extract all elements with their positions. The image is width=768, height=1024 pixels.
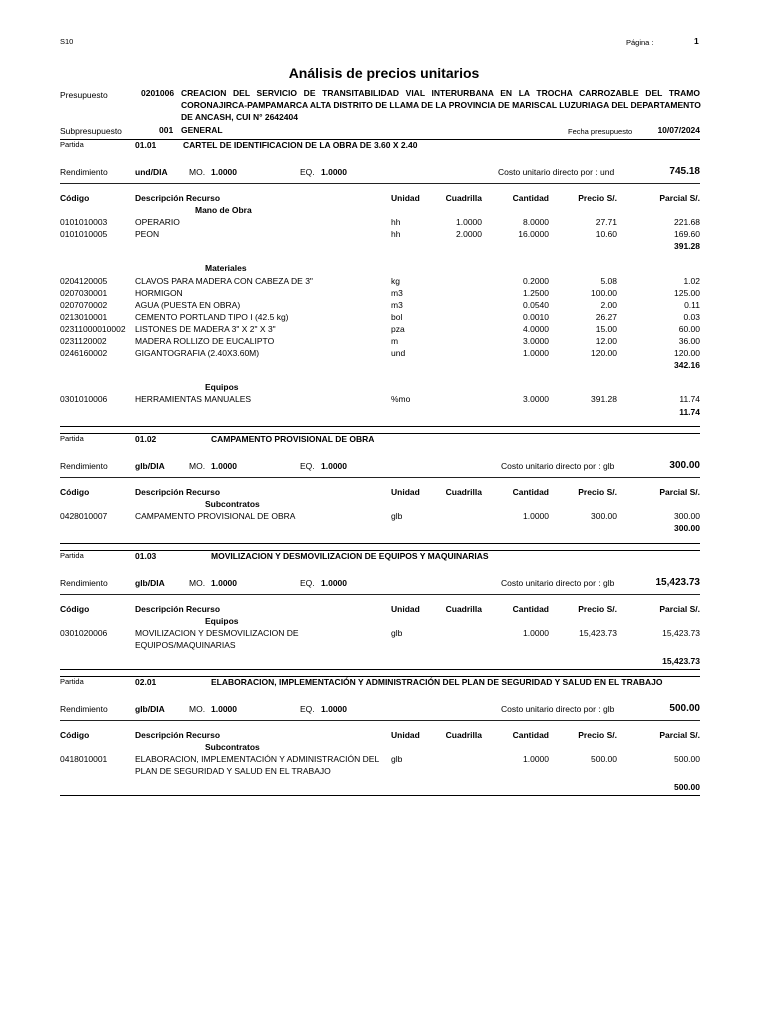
item-codigo: 0207070002 xyxy=(60,299,108,310)
item-precio: 26.27 xyxy=(595,311,617,322)
group-subtotal: 11.74 xyxy=(679,406,700,417)
item-precio: 300.00 xyxy=(591,511,617,522)
item-unidad: hh xyxy=(391,217,401,228)
item-cuadrilla: 1.0000 xyxy=(456,217,482,228)
item-descripcion: AGUA (PUESTA EN OBRA) xyxy=(135,299,241,310)
costo-value: 15,423.73 xyxy=(655,577,700,588)
group-heading: Subcontratos xyxy=(205,742,260,752)
item-descripcion: CEMENTO PORTLAND TIPO I (42.5 kg) xyxy=(135,311,289,322)
item-cuadrilla: 2.0000 xyxy=(456,229,482,240)
group-subtotal: 500.00 xyxy=(674,782,700,793)
col-codigo: Código xyxy=(60,730,90,740)
rendimiento-unit: glb/DIA xyxy=(135,461,165,471)
presupuesto-line-3: DE ANCASH, CUI N° 2642404 xyxy=(181,112,298,122)
col-unidad: Unidad xyxy=(391,604,420,614)
group-subtotal: 15,423.73 xyxy=(662,656,700,667)
item-parcial: 300.00 xyxy=(674,511,700,522)
item-precio: 10.60 xyxy=(595,229,617,240)
costo-label: Costo unitario directo por : und xyxy=(498,167,615,177)
group-heading: Mano de Obra xyxy=(195,205,252,215)
mo-label: MO. xyxy=(189,578,206,588)
presupuesto-line-1: CREACION DEL SERVICIO DE TRANSITABILIDAD VIAL INTERURBANA EN LA TROCHA CARROZABLE DEL TRAMO xyxy=(181,88,700,98)
item-cantidad: 16.0000 xyxy=(518,229,549,240)
partida-code: 02.01 xyxy=(135,677,157,687)
col-parcial: Parcial S/. xyxy=(659,604,700,614)
item-parcial: 221.68 xyxy=(674,217,700,228)
costo-value: 745.18 xyxy=(669,166,700,177)
col-cuadrilla: Cuadrilla xyxy=(445,487,482,497)
col-codigo: Código xyxy=(60,193,90,203)
col-cantidad: Cantidad xyxy=(512,604,549,614)
item-unidad: m3 xyxy=(391,299,403,310)
group-heading: Equipos xyxy=(205,616,239,626)
eq-value: 1.0000 xyxy=(321,704,347,714)
partida-code: 01.01 xyxy=(135,140,157,150)
rendimiento-label: Rendimiento xyxy=(60,578,108,588)
item-precio: 15,423.73 xyxy=(579,628,617,639)
group-subtotal: 300.00 xyxy=(674,523,700,534)
item-parcial: 120.00 xyxy=(674,348,700,359)
item-descripcion: PEON xyxy=(135,229,160,240)
item-precio: 391.28 xyxy=(591,394,617,405)
page-title: Análisis de precios unitarios xyxy=(288,65,480,81)
costo-label: Costo unitario directo por : glb xyxy=(501,704,615,714)
page-number: 1 xyxy=(694,36,699,46)
item-parcial: 0.03 xyxy=(683,311,700,322)
item-precio: 100.00 xyxy=(591,287,617,298)
page-label: Página : xyxy=(626,38,654,47)
mo-value: 1.0000 xyxy=(211,461,237,471)
partida-code: 01.03 xyxy=(135,551,157,561)
mo-value: 1.0000 xyxy=(211,578,237,588)
eq-label: EQ. xyxy=(300,167,315,177)
item-cantidad: 3.0000 xyxy=(523,394,549,405)
item-descripcion-cont: EQUIPOS/MAQUINARIAS xyxy=(135,640,236,651)
mo-label: MO. xyxy=(189,704,206,714)
item-unidad: glb xyxy=(391,754,403,765)
item-cantidad: 1.0000 xyxy=(523,628,549,639)
item-descripcion: GIGANTOGRAFIA (2.40X3.60M) xyxy=(135,348,260,359)
item-parcial: 1.02 xyxy=(683,275,700,286)
mo-value: 1.0000 xyxy=(211,704,237,714)
item-cantidad: 8.0000 xyxy=(523,217,549,228)
item-precio: 120.00 xyxy=(591,348,617,359)
group-heading: Subcontratos xyxy=(205,499,260,509)
eq-value: 1.0000 xyxy=(321,461,347,471)
item-unidad: und xyxy=(391,348,406,359)
col-parcial: Parcial S/. xyxy=(659,193,700,203)
divider xyxy=(60,477,700,478)
item-codigo: 0418010001 xyxy=(60,754,108,765)
col-descripcion: Descripción Recurso xyxy=(135,487,221,497)
item-parcial: 500.00 xyxy=(674,754,700,765)
divider xyxy=(60,183,700,184)
eq-value: 1.0000 xyxy=(321,167,347,177)
item-parcial: 0.11 xyxy=(684,299,700,310)
subpresupuesto-label: Subpresupuesto xyxy=(60,126,122,136)
report-code: S10 xyxy=(60,37,74,46)
eq-label: EQ. xyxy=(300,704,315,714)
item-cantidad: 1.0000 xyxy=(523,511,549,522)
item-codigo: 0231120002 xyxy=(60,336,107,346)
group-heading: Materiales xyxy=(205,263,247,274)
item-descripcion: MADERA ROLLIZO DE EUCALIPTO xyxy=(135,336,275,346)
item-parcial: 15,423.73 xyxy=(662,628,700,639)
item-codigo: 0301010006 xyxy=(60,394,108,405)
item-codigo: 0204120005 xyxy=(60,275,108,286)
item-descripcion: MOVILIZACION Y DESMOVILIZACION DE xyxy=(135,628,299,639)
col-codigo: Código xyxy=(60,487,90,497)
item-unidad: pza xyxy=(391,323,405,334)
partida-name: MOVILIZACION Y DESMOVILIZACION DE EQUIPOS Y MAQUINARIAS xyxy=(211,551,489,561)
item-descripcion: CAMPAMENTO PROVISIONAL DE OBRA xyxy=(135,511,296,522)
item-cantidad: 0.2000 xyxy=(523,275,549,286)
col-precio: Precio S/. xyxy=(578,487,617,497)
item-codigo: 0301020006 xyxy=(60,628,108,639)
item-precio: 27.71 xyxy=(595,217,617,228)
col-descripcion: Descripción Recurso xyxy=(135,730,221,740)
item-unidad: bol xyxy=(391,311,403,322)
item-unidad: m xyxy=(391,336,399,346)
item-descripcion: HORMIGON xyxy=(135,287,183,298)
col-descripcion: Descripción Recurso xyxy=(135,193,221,203)
item-precio: 500.00 xyxy=(591,754,617,765)
costo-value: 300.00 xyxy=(669,460,700,471)
item-descripcion: LISTONES DE MADERA 3" X 2" X 3" xyxy=(135,323,276,334)
group-subtotal: 342.16 xyxy=(674,360,700,371)
item-descripcion: OPERARIO xyxy=(135,217,180,228)
section-rule xyxy=(60,543,700,544)
rendimiento-unit: glb/DIA xyxy=(135,704,165,714)
subpresupuesto-name: GENERAL xyxy=(181,125,223,135)
mo-label: MO. xyxy=(189,167,206,177)
partida-label: Partida xyxy=(60,140,84,149)
item-unidad: hh xyxy=(391,229,401,240)
eq-label: EQ. xyxy=(300,461,315,471)
partida-label: Partida xyxy=(60,551,84,560)
item-cantidad: 4.0000 xyxy=(523,323,549,334)
rendimiento-label: Rendimiento xyxy=(60,704,108,714)
col-precio: Precio S/. xyxy=(578,193,617,203)
col-precio: Precio S/. xyxy=(578,730,617,740)
partida-name: ELABORACION, IMPLEMENTACIÓN Y ADMINISTRACIÓN DEL PLAN DE SEGURIDAD Y SALUD EN EL TRABAJO xyxy=(211,677,663,687)
section-rule xyxy=(60,426,700,427)
item-codigo: 0101010003 xyxy=(60,217,108,228)
item-precio: 5.08 xyxy=(600,275,617,286)
item-precio: 2.00 xyxy=(600,299,617,310)
item-codigo: 0213010001 xyxy=(60,311,108,322)
item-cantidad: 0.0010 xyxy=(523,311,549,322)
item-precio: 15.00 xyxy=(595,323,617,334)
col-cuadrilla: Cuadrilla xyxy=(445,193,482,203)
col-cuadrilla: Cuadrilla xyxy=(445,604,482,614)
item-cantidad: 1.2500 xyxy=(523,287,549,298)
col-codigo: Código xyxy=(60,604,90,614)
item-cantidad: 1.0000 xyxy=(523,348,549,359)
mo-value: 1.0000 xyxy=(211,167,237,177)
item-parcial: 125.00 xyxy=(674,287,700,298)
item-descripcion: HERRAMIENTAS MANUALES xyxy=(135,394,252,405)
costo-value: 500.00 xyxy=(669,703,700,714)
partida-code: 01.02 xyxy=(135,434,157,444)
partida-label: Partida xyxy=(60,434,84,443)
rendimiento-unit: und/DIA xyxy=(135,167,168,177)
item-unidad: kg xyxy=(391,275,400,286)
col-descripcion: Descripción Recurso xyxy=(135,604,221,614)
item-codigo: 02311000010002 xyxy=(60,323,126,334)
item-unidad: m3 xyxy=(391,287,403,298)
item-unidad: %mo xyxy=(391,394,411,405)
presupuesto-line-2: CORONAJIRCA-PAMPAMARCA ALTA DISTRITO DE LLAMA DE LA PROVINCIA DE MARISCAL LUZURIAGA DEL DEPARTAMENTO xyxy=(181,100,701,110)
item-codigo: 0246160002 xyxy=(60,348,108,359)
col-unidad: Unidad xyxy=(391,193,420,203)
divider xyxy=(60,594,700,595)
subpresupuesto-code: 001 xyxy=(159,125,174,135)
item-codigo: 0207030001 xyxy=(60,287,108,298)
item-descripcion: CLAVOS PARA MADERA CON CABEZA DE 3" xyxy=(135,275,313,286)
item-unidad: glb xyxy=(391,511,403,522)
bottom-rule xyxy=(60,795,700,796)
col-cantidad: Cantidad xyxy=(512,487,549,497)
eq-label: EQ. xyxy=(300,578,315,588)
col-parcial: Parcial S/. xyxy=(659,730,700,740)
item-cantidad: 1.0000 xyxy=(523,754,549,765)
item-codigo: 0428010007 xyxy=(60,511,108,522)
item-cantidad: 3.0000 xyxy=(523,336,549,346)
fecha-label: Fecha presupuesto xyxy=(568,127,633,136)
partida-name: CAMPAMENTO PROVISIONAL DE OBRA xyxy=(211,434,375,444)
col-parcial: Parcial S/. xyxy=(659,487,700,497)
item-parcial: 36.00 xyxy=(678,336,700,346)
rendimiento-label: Rendimiento xyxy=(60,461,108,471)
rendimiento-label: Rendimiento xyxy=(60,167,108,177)
group-heading: Equipos xyxy=(205,382,239,393)
col-cuadrilla: Cuadrilla xyxy=(445,730,482,740)
col-precio: Precio S/. xyxy=(578,604,617,614)
group-subtotal: 391.28 xyxy=(674,241,700,252)
fecha-value: 10/07/2024 xyxy=(657,125,700,135)
item-descripcion-cont: PLAN DE SEGURIDAD Y SALUD EN EL TRABAJO xyxy=(135,766,331,777)
item-unidad: glb xyxy=(391,628,403,639)
item-descripcion: ELABORACION, IMPLEMENTACIÓN Y ADMINISTRACIÓN DEL xyxy=(135,754,380,765)
col-cantidad: Cantidad xyxy=(512,193,549,203)
item-precio: 12.00 xyxy=(595,336,617,346)
item-parcial: 60.00 xyxy=(678,323,700,334)
rendimiento-unit: glb/DIA xyxy=(135,578,165,588)
divider xyxy=(60,720,700,721)
partida-name: CARTEL DE IDENTIFICACION DE LA OBRA DE 3.60 X 2.40 xyxy=(183,140,418,150)
item-parcial: 11.74 xyxy=(679,394,700,405)
col-unidad: Unidad xyxy=(391,487,420,497)
presupuesto-label: Presupuesto xyxy=(60,90,108,100)
mo-label: MO. xyxy=(189,461,206,471)
item-codigo: 0101010005 xyxy=(60,229,108,240)
costo-label: Costo unitario directo por : glb xyxy=(501,578,615,588)
section-rule xyxy=(60,669,700,670)
costo-label: Costo unitario directo por : glb xyxy=(501,461,615,471)
col-unidad: Unidad xyxy=(391,730,420,740)
item-cantidad: 0.0540 xyxy=(523,299,549,310)
item-parcial: 169.60 xyxy=(674,229,700,240)
presupuesto-code: 0201006 xyxy=(141,88,175,98)
partida-label: Partida xyxy=(60,677,84,686)
col-cantidad: Cantidad xyxy=(512,730,549,740)
eq-value: 1.0000 xyxy=(321,578,347,588)
